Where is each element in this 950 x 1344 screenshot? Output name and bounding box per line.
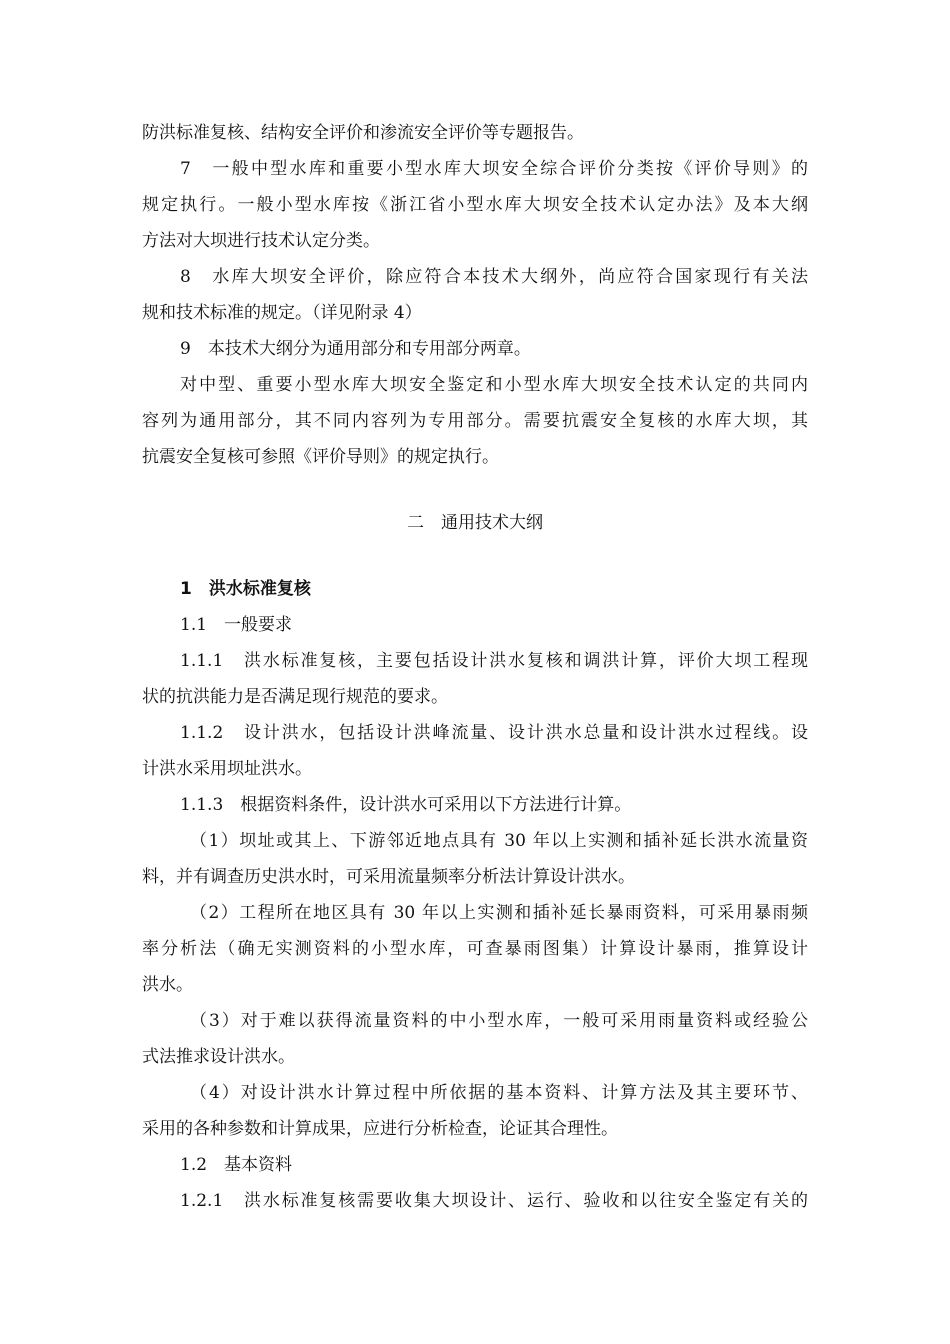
text-line: 容列为通用部分，其不同内容列为专用部分。需要抗震安全复核的水库大坝，其: [142, 411, 808, 431]
text-line: 洪水。: [142, 975, 193, 995]
text-line: 采用的各种参数和计算成果，应进行分析检查，论证其合理性。: [142, 1119, 618, 1139]
text-line: 1.1.2 设计洪水，包括设计洪峰流量、设计洪水总量和设计洪水过程线。设: [180, 723, 808, 743]
text-line: 7 一般中型水库和重要小型水库大坝安全综合评价分类按《评价导则》的: [180, 159, 808, 179]
text-line: （1）坝址或其上、下游邻近地点具有 30 年以上实测和插补延长洪水流量资: [190, 831, 808, 851]
text-line: （3）对于难以获得流量资料的中小型水库，一般可采用雨量资料或经验公: [190, 1011, 808, 1031]
text-line: （4）对设计洪水计算过程中所依据的基本资料、计算方法及其主要环节、: [190, 1083, 808, 1103]
text-line: 规和技术标准的规定。（详见附录 4）: [142, 303, 422, 323]
text-line: 1.2 基本资料: [180, 1155, 293, 1175]
text-line: 料，并有调查历史洪水时，可采用流量频率分析法计算设计洪水。: [142, 867, 635, 887]
text-line: 1.1.1 洪水标准复核，主要包括设计洪水复核和调洪计算，评价大坝工程现: [180, 651, 808, 671]
text-line: 8 水库大坝安全评价，除应符合本技术大纲外，尚应符合国家现行有关法: [180, 267, 808, 287]
text-line: （2）工程所在地区具有 30 年以上实测和插补延长暴雨资料，可采用暴雨频: [190, 903, 808, 923]
text-line: 9 本技术大纲分为通用部分和专用部分两章。: [180, 339, 531, 359]
text-line: 防洪标准复核、结构安全评价和渗流安全评价等专题报告。: [142, 123, 584, 143]
text-line: 方法对大坝进行技术认定分类。: [142, 231, 380, 251]
text-line: 状的抗洪能力是否满足现行规范的要求。: [142, 687, 448, 707]
text-line: 规定执行。一般小型水库按《浙江省小型水库大坝安全技术认定办法》及本大纲: [142, 195, 808, 215]
text-line: 1.1.3 根据资料条件，设计洪水可采用以下方法进行计算。: [180, 795, 632, 815]
text-line: 对中型、重要小型水库大坝安全鉴定和小型水库大坝安全技术认定的共同内: [180, 375, 808, 395]
text-line: 计洪水采用坝址洪水。: [142, 759, 312, 779]
section-heading: 1 洪水标准复核: [180, 579, 311, 599]
text-line: 式法推求设计洪水。: [142, 1047, 295, 1067]
text-line: 1.2.1 洪水标准复核需要收集大坝设计、运行、验收和以往安全鉴定有关的: [180, 1191, 808, 1211]
text-line: 抗震安全复核可参照《评价导则》的规定执行。: [142, 447, 499, 467]
text-line: 1.1 一般要求: [180, 615, 293, 635]
chapter-heading: 二 通用技术大纲: [407, 513, 543, 533]
text-line: 率分析法（确无实测资料的小型水库，可查暴雨图集）计算设计暴雨，推算设计: [142, 939, 808, 959]
